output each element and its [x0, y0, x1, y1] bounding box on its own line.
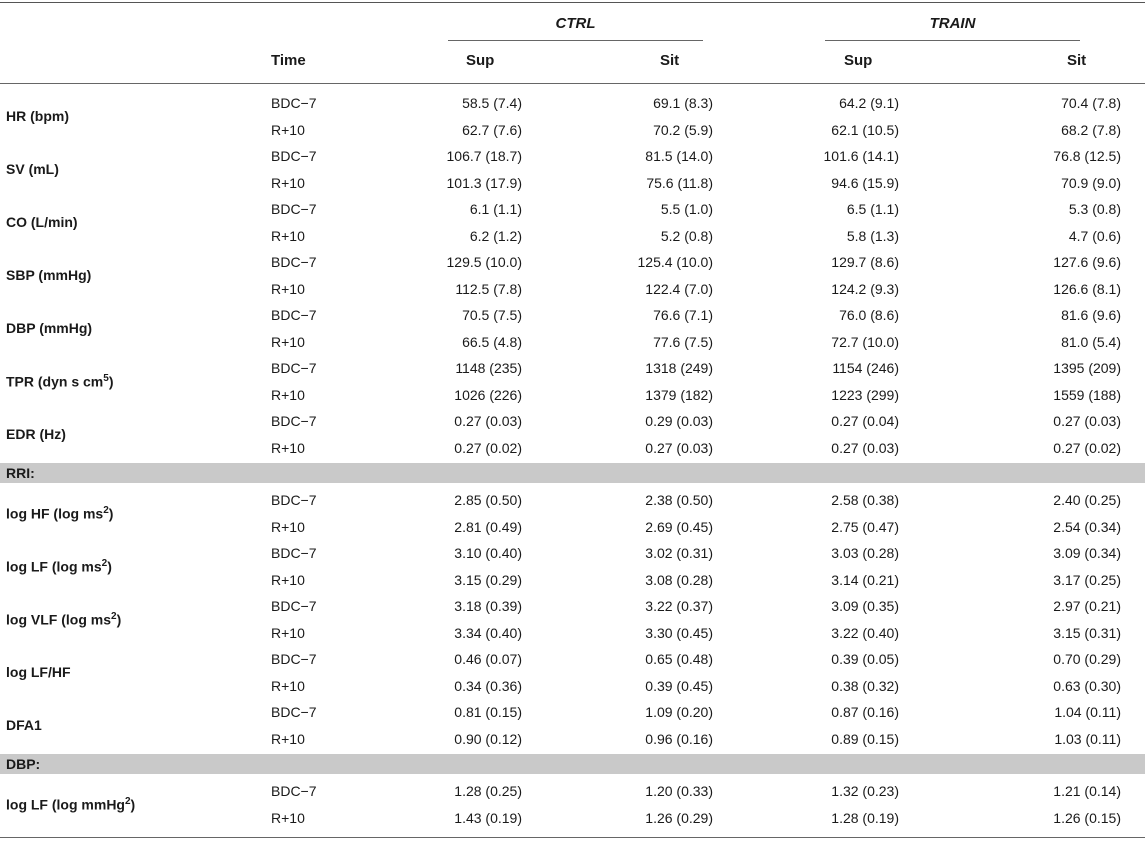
- cell-train-sit: 1395 (209): [1053, 360, 1121, 376]
- cell-train-sit: 0.27 (0.02): [1053, 439, 1121, 456]
- cell-ctrl-sit: 3.08 (0.28): [645, 571, 713, 588]
- table-row: [0, 620, 1145, 647]
- cell-train-sup: 0.39 (0.05): [831, 651, 899, 667]
- cell-train-sup: 0.89 (0.15): [831, 730, 899, 747]
- table-row: [0, 143, 1145, 170]
- column-header-ctrl-sup: Sup: [466, 52, 495, 69]
- cell-ctrl-sup: 0.27 (0.03): [454, 413, 522, 429]
- cell-train-sit: 0.27 (0.03): [1053, 413, 1121, 429]
- cell-time: R+10: [271, 386, 305, 403]
- section-title: RRI:: [6, 465, 35, 481]
- table-row: [0, 382, 1145, 409]
- cell-time: R+10: [271, 730, 305, 747]
- table-row: [0, 355, 1145, 382]
- cell-ctrl-sit: 3.02 (0.31): [645, 545, 713, 561]
- cell-ctrl-sup: 0.46 (0.07): [454, 651, 522, 667]
- row-label-text: log LF (log mmHg: [6, 796, 125, 813]
- cell-train-sup: 1.32 (0.23): [831, 783, 899, 799]
- cell-ctrl-sup: 0.27 (0.02): [454, 439, 522, 456]
- cell-train-sup: 0.38 (0.32): [831, 677, 899, 694]
- cell-train-sit: 1.26 (0.15): [1053, 809, 1121, 826]
- table-row: [0, 408, 1145, 435]
- cell-train-sit: 3.09 (0.34): [1053, 545, 1121, 561]
- cell-train-sit: 3.15 (0.31): [1053, 624, 1121, 641]
- cell-time: R+10: [271, 174, 305, 191]
- cell-ctrl-sit: 69.1 (8.3): [653, 95, 713, 111]
- row-label-text: log LF/HF: [6, 663, 71, 680]
- cell-ctrl-sit: 1.26 (0.29): [645, 809, 713, 826]
- column-header-time: Time: [271, 52, 306, 69]
- cell-train-sit: 1.03 (0.11): [1054, 730, 1121, 747]
- cell-ctrl-sit: 75.6 (11.8): [646, 174, 713, 191]
- cell-time: BDC−7: [271, 598, 317, 614]
- group-rule-ctrl: [448, 40, 703, 41]
- row-label-text: log VLF (log ms: [6, 611, 111, 628]
- cell-train-sup: 94.6 (15.9): [831, 174, 899, 191]
- section-header: [0, 754, 1145, 774]
- cell-train-sup: 0.27 (0.03): [831, 439, 899, 456]
- row-label-text: HR (bpm): [6, 107, 69, 124]
- column-header-ctrl-sit: Sit: [660, 52, 680, 69]
- row-label-suffix: ): [108, 373, 114, 390]
- cell-time: BDC−7: [271, 704, 317, 720]
- cell-ctrl-sit: 2.69 (0.45): [645, 518, 713, 535]
- section-header: [0, 463, 1145, 483]
- cell-train-sit: 68.2 (7.8): [1061, 121, 1121, 138]
- group-header-ctrl: CTRL: [555, 15, 596, 32]
- cell-train-sup: 1223 (299): [831, 386, 899, 403]
- cell-train-sit: 1559 (188): [1053, 386, 1121, 403]
- cell-time: R+10: [271, 624, 305, 641]
- cell-train-sup: 6.5 (1.1): [846, 201, 899, 217]
- row-label-suffix: ): [130, 796, 136, 813]
- cell-time: R+10: [271, 439, 305, 456]
- cell-ctrl-sit: 122.4 (7.0): [645, 280, 713, 297]
- cell-time: R+10: [271, 809, 305, 826]
- row-label-superscript: 2: [103, 504, 109, 516]
- cell-train-sup: 3.22 (0.40): [831, 624, 899, 641]
- cell-train-sit: 0.70 (0.29): [1053, 651, 1121, 667]
- cell-time: BDC−7: [271, 95, 317, 111]
- group-rule-train: [825, 40, 1080, 41]
- header-rule: [0, 83, 1145, 84]
- table-row: [0, 540, 1145, 567]
- row-label-text: TPR (dyn s cm: [6, 373, 104, 390]
- group-header-train: TRAIN: [929, 15, 976, 32]
- cell-train-sup: 64.2 (9.1): [839, 95, 899, 111]
- cell-time: BDC−7: [271, 201, 317, 217]
- row-label-superscript: 2: [111, 610, 117, 622]
- cell-train-sit: 2.40 (0.25): [1053, 492, 1121, 508]
- cell-train-sup: 3.14 (0.21): [831, 571, 899, 588]
- row-label-suffix: ): [107, 558, 112, 575]
- cell-train-sup: 101.6 (14.1): [823, 148, 899, 164]
- cell-train-sit: 5.3 (0.8): [1068, 201, 1121, 217]
- cell-ctrl-sup: 1.43 (0.19): [454, 809, 522, 826]
- table-row: [0, 726, 1145, 753]
- cell-time: BDC−7: [271, 307, 317, 323]
- cell-time: BDC−7: [271, 492, 317, 508]
- cell-ctrl-sit: 0.65 (0.48): [645, 651, 713, 667]
- cell-time: BDC−7: [271, 413, 317, 429]
- cell-train-sup: 5.8 (1.3): [846, 227, 899, 244]
- cell-ctrl-sup: 1148 (235): [455, 360, 522, 376]
- cell-ctrl-sup: 112.5 (7.8): [455, 280, 522, 297]
- table-row: [0, 673, 1145, 700]
- table-row: [0, 435, 1145, 462]
- row-label-suffix: ): [108, 505, 114, 522]
- cell-ctrl-sup: 1026 (226): [454, 386, 522, 403]
- cell-ctrl-sit: 0.29 (0.03): [645, 413, 713, 429]
- cell-train-sup: 2.58 (0.38): [831, 492, 899, 508]
- cell-ctrl-sit: 70.2 (5.9): [653, 121, 713, 138]
- row-label-superscript: 5: [103, 372, 109, 384]
- cell-train-sit: 2.54 (0.34): [1053, 518, 1121, 535]
- cell-ctrl-sit: 1.20 (0.33): [645, 783, 713, 799]
- cell-time: BDC−7: [271, 651, 317, 667]
- section-title: DBP:: [6, 756, 41, 772]
- cell-ctrl-sup: 1.28 (0.25): [454, 783, 522, 799]
- row-label-text: DFA1: [6, 716, 42, 733]
- cell-train-sit: 70.4 (7.8): [1061, 95, 1121, 111]
- row-label-text: SV (mL): [6, 160, 59, 177]
- row-label-text: SBP (mmHg): [6, 266, 92, 283]
- cell-ctrl-sit: 5.5 (1.0): [660, 201, 713, 217]
- table-row: [0, 778, 1145, 805]
- cell-train-sup: 0.27 (0.04): [831, 413, 899, 429]
- cell-ctrl-sup: 58.5 (7.4): [462, 95, 522, 111]
- cell-ctrl-sup: 70.5 (7.5): [462, 307, 522, 323]
- cell-train-sit: 2.97 (0.21): [1053, 598, 1121, 614]
- cell-ctrl-sit: 1379 (182): [645, 386, 713, 403]
- cell-train-sup: 76.0 (8.6): [839, 307, 899, 323]
- cell-ctrl-sit: 81.5 (14.0): [645, 148, 713, 164]
- cell-train-sit: 76.8 (12.5): [1053, 148, 1121, 164]
- cell-train-sup: 72.7 (10.0): [831, 333, 899, 350]
- cell-train-sup: 0.87 (0.16): [831, 704, 899, 720]
- table-row: [0, 329, 1145, 356]
- cell-train-sup: 3.09 (0.35): [831, 598, 899, 614]
- cell-ctrl-sup: 3.10 (0.40): [454, 545, 522, 561]
- cell-ctrl-sup: 0.34 (0.36): [454, 677, 522, 694]
- cell-time: R+10: [271, 227, 305, 244]
- cell-train-sup: 62.1 (10.5): [831, 121, 899, 138]
- row-label-text: EDR (Hz): [6, 425, 66, 442]
- cell-train-sit: 0.63 (0.30): [1053, 677, 1121, 694]
- cell-ctrl-sit: 0.96 (0.16): [645, 730, 713, 747]
- cell-ctrl-sit: 0.27 (0.03): [645, 439, 713, 456]
- cell-ctrl-sup: 66.5 (4.8): [462, 333, 522, 350]
- table-row: [0, 196, 1145, 223]
- cell-ctrl-sup: 3.18 (0.39): [454, 598, 522, 614]
- table-row: [0, 514, 1145, 541]
- row-label-text: DBP (mmHg): [6, 319, 93, 336]
- table-row: [0, 699, 1145, 726]
- table-row: [0, 276, 1145, 303]
- cell-time: BDC−7: [271, 148, 317, 164]
- cell-ctrl-sit: 0.39 (0.45): [645, 677, 713, 694]
- cell-time: R+10: [271, 333, 305, 350]
- cell-ctrl-sup: 3.34 (0.40): [454, 624, 522, 641]
- cell-ctrl-sup: 2.81 (0.49): [454, 518, 522, 535]
- cell-ctrl-sup: 6.1 (1.1): [469, 201, 522, 217]
- table-row: [0, 90, 1145, 117]
- cell-train-sit: 70.9 (9.0): [1061, 174, 1121, 191]
- cell-train-sit: 1.04 (0.11): [1054, 704, 1121, 720]
- row-label-suffix: ): [116, 611, 122, 628]
- table-top-rule: [0, 2, 1145, 3]
- cell-ctrl-sit: 1.09 (0.20): [645, 704, 713, 720]
- cell-ctrl-sup: 129.5 (10.0): [446, 254, 522, 270]
- column-header-train-sit: Sit: [1067, 52, 1087, 69]
- cell-ctrl-sit: 5.2 (0.8): [660, 227, 713, 244]
- table-row: [0, 117, 1145, 144]
- cell-time: R+10: [271, 280, 305, 297]
- column-header-train-sup: Sup: [844, 52, 873, 69]
- row-label-text: log HF (log ms: [6, 505, 104, 522]
- cell-time: R+10: [271, 121, 305, 138]
- cell-time: R+10: [271, 571, 305, 588]
- cell-train-sup: 2.75 (0.47): [831, 518, 899, 535]
- cell-ctrl-sup: 62.7 (7.6): [462, 121, 522, 138]
- cell-ctrl-sup: 106.7 (18.7): [446, 148, 522, 164]
- table-row: [0, 487, 1145, 514]
- cell-ctrl-sup: 0.81 (0.15): [454, 704, 522, 720]
- table-row: [0, 302, 1145, 329]
- row-label-text: CO (L/min): [6, 213, 78, 230]
- table-row: [0, 567, 1145, 594]
- cell-ctrl-sup: 101.3 (17.9): [446, 174, 522, 191]
- table-row: [0, 593, 1145, 620]
- cell-time: BDC−7: [271, 783, 317, 799]
- row-label-text: log LF (log ms: [6, 558, 102, 575]
- cell-time: R+10: [271, 677, 305, 694]
- table-row: [0, 805, 1145, 832]
- cell-ctrl-sup: 2.85 (0.50): [454, 492, 522, 508]
- cell-train-sit: 126.6 (8.1): [1053, 280, 1121, 297]
- cell-ctrl-sit: 77.6 (7.5): [653, 333, 713, 350]
- table-row: [0, 646, 1145, 673]
- cell-ctrl-sit: 1318 (249): [645, 360, 713, 376]
- table-row: [0, 170, 1145, 197]
- cell-ctrl-sup: 6.2 (1.2): [469, 227, 522, 244]
- cell-time: BDC−7: [271, 545, 317, 561]
- cell-train-sup: 1.28 (0.19): [831, 809, 899, 826]
- cell-ctrl-sit: 3.30 (0.45): [645, 624, 713, 641]
- cell-train-sit: 127.6 (9.6): [1053, 254, 1121, 270]
- cell-train-sup: 124.2 (9.3): [831, 280, 899, 297]
- cell-time: BDC−7: [271, 254, 317, 270]
- table-row: [0, 223, 1145, 250]
- cell-train-sit: 81.0 (5.4): [1061, 333, 1121, 350]
- cell-ctrl-sit: 3.22 (0.37): [645, 598, 713, 614]
- cell-time: R+10: [271, 518, 305, 535]
- cell-train-sit: 4.7 (0.6): [1068, 227, 1121, 244]
- table-row: [0, 249, 1145, 276]
- cell-train-sup: 3.03 (0.28): [831, 545, 899, 561]
- cell-time: BDC−7: [271, 360, 317, 376]
- row-label-superscript: 2: [124, 795, 131, 807]
- cell-ctrl-sit: 2.38 (0.50): [645, 492, 713, 508]
- cell-train-sit: 1.21 (0.14): [1053, 783, 1121, 799]
- cell-train-sup: 1154 (246): [832, 360, 899, 376]
- cell-train-sit: 3.17 (0.25): [1053, 571, 1121, 588]
- table-bottom-rule: [0, 837, 1145, 838]
- row-label-superscript: 2: [101, 557, 108, 569]
- cell-ctrl-sit: 125.4 (10.0): [637, 254, 713, 270]
- cell-train-sit: 81.6 (9.6): [1061, 307, 1121, 323]
- cell-ctrl-sit: 76.6 (7.1): [653, 307, 713, 323]
- cell-train-sup: 129.7 (8.6): [831, 254, 899, 270]
- cell-ctrl-sup: 0.90 (0.12): [454, 730, 522, 747]
- cell-ctrl-sup: 3.15 (0.29): [454, 571, 522, 588]
